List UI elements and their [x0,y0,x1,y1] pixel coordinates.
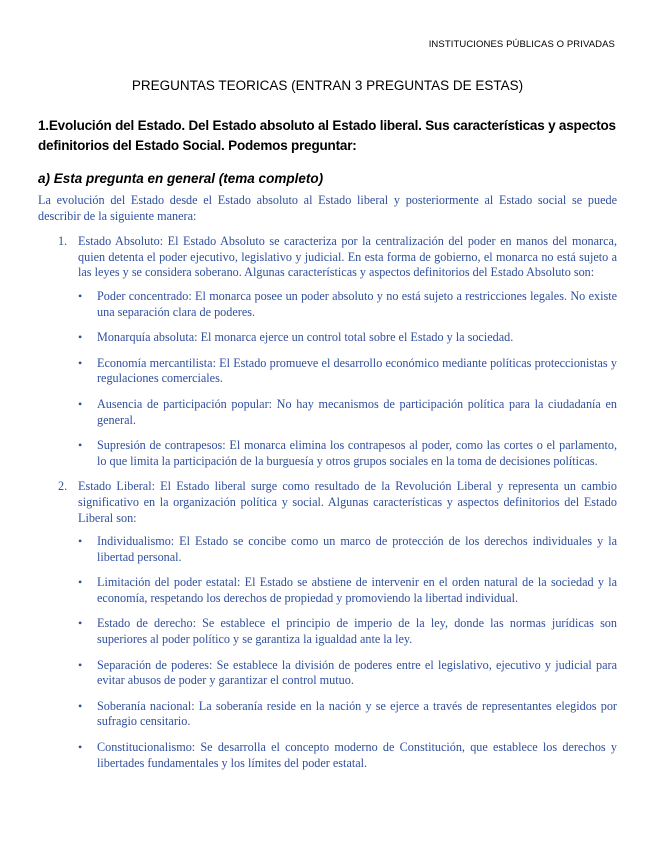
list-item [38,234,617,469]
bullet-icon: • [78,438,83,453]
bullet-list [78,289,617,469]
bullet-item [78,330,617,346]
list-item [38,479,617,771]
list-number: 2. [58,479,68,494]
bullet-icon: • [78,698,83,713]
bullet-text: Constitucionalismo: Se desarrolla el concepto moderno de Constitución, que establece los derechos y libertades fundamentales y los límites del poder estatal. [97,740,617,770]
bullet-text: Individualismo: El Estado se concibe como un marco de protección de los derechos individuales y la libertad personal. [97,534,617,564]
bullet-icon: • [78,657,83,672]
bullet-icon: • [78,740,83,755]
section-heading: 1.Evolución del Estado. Del Estado absoluto al Estado liberal. Sus características y aspectos definitorios del Estado Social. Podemos preguntar: [38,118,616,153]
list-item-text: Estado Absoluto: El Estado Absoluto se caracteriza por la centralización del poder en manos del monarca, quien detenta el poder ejecutivo, legislativo y judicial. En esta forma de gobierno, el monarca no está sujeto a las leyes y se considera soberano. Algunas características y aspectos definitorios del Estado Absoluto son: [78,234,617,280]
bullet-item [78,397,617,428]
list-number: 1. [58,234,68,249]
numbered-list [38,234,617,771]
bullet-text: Poder concentrado: El monarca posee un poder absoluto y no está sujeto a restricciones legales. No existe una separación clara de poderes. [97,288,617,319]
bullet-text: Separación de poderes: Se establece la división de poderes entre el legislativo, ejecutivo y judicial para evitar abusos de poder y garantizar el control mutuo. [97,657,617,688]
bullet-icon: • [78,575,83,590]
bullet-icon: • [78,288,83,303]
bullet-icon: • [78,534,83,549]
bullet-text: Economía mercantilista: El Estado promueve el desarrollo económico mediante políticas proteccionistas y regulaciones comerciales. [97,355,617,386]
running-header: INSTITUCIONES PÚBLICAS O PRIVADAS [428,39,615,50]
intro-paragraph: La evolución del Estado desde el Estado absoluto al Estado liberal y posteriormente al Estado social se puede describir de la siguiente manera: [38,193,617,223]
bullet-item [78,356,617,387]
bullet-text: Soberanía nacional: La soberanía reside en la nación y se ejerce a través de representantes elegidos por sufragio censitario. [97,698,617,729]
bullet-text: Limitación del poder estatal: El Estado se abstiene de intervenir en el orden natural de la sociedad y la economía, respetando los derechos de propiedad y promoviendo la libertad individual. [97,575,617,605]
bullet-icon: • [78,355,83,370]
bullet-item [78,699,617,730]
bullet-item [78,534,617,565]
bullet-text: Monarquía absoluta: El monarca ejerce un control total sobre el Estado y la sociedad. [97,330,514,345]
bullet-item [78,575,617,606]
document-body [38,193,617,781]
bullet-icon: • [78,396,83,411]
subheading: a) Esta pregunta en general (tema completo) [38,171,324,186]
bullet-item [78,740,617,771]
bullet-item [78,658,617,689]
bullet-item [78,289,617,320]
bullet-item [78,616,617,647]
bullet-icon: • [78,616,83,631]
page-title: PREGUNTAS TEORICAS (ENTRAN 3 PREGUNTAS DE ESTAS) [131,78,524,93]
bullet-item [78,438,617,469]
bullet-text: Ausencia de participación popular: No hay mecanismos de participación política para la ciudadanía en general. [97,396,617,427]
bullet-text: Supresión de contrapesos: El monarca elimina los contrapesos al poder, como las cortes o el parlamento, lo que limita la participación de la burguesía y otros grupos sociales en la toma de decisiones políticas. [97,438,617,468]
bullet-list [78,534,617,771]
bullet-text: Estado de derecho: Se establece el principio de imperio de la ley, donde las normas jurídicas son superiores al poder político y se garantiza la igualdad ante la ley. [97,616,617,647]
list-item-text: Estado Liberal: El Estado liberal surge como resultado de la Revolución Liberal y representa un cambio significativo en la organización política y social. Algunas características y aspectos definitorios del Estado Liberal son: [78,479,617,525]
bullet-icon: • [78,330,83,345]
